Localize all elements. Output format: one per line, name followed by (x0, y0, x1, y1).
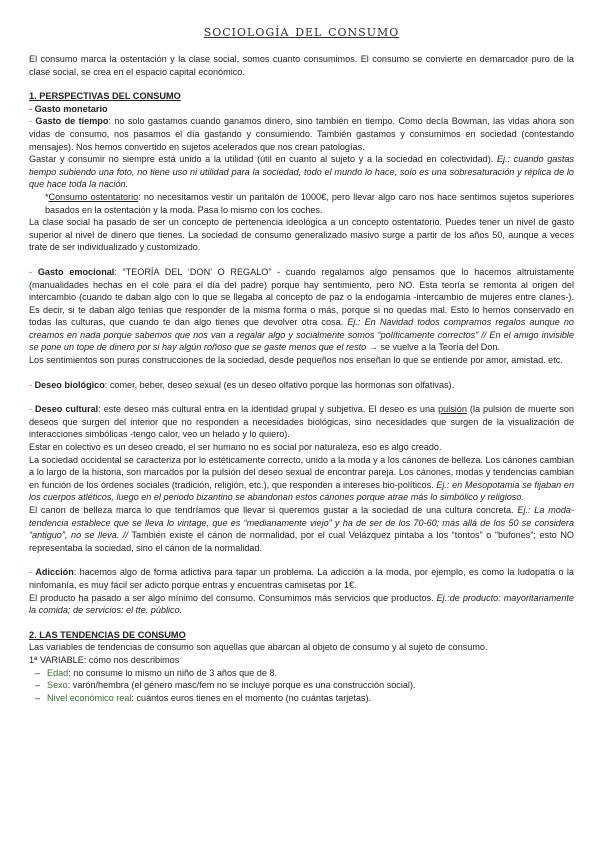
subheading-gasto-monetario: - Gasto monetario (29, 103, 108, 114)
paragraph-canon-belleza: El canon de belleza marca lo que tendríamos que llevar si queremos gustar a la sociedad de una cultura concreta. Ej.: La moda-tendencia establece que se lleva lo vintage, que es “medianamente viejo” y ha de ser de los 70-60; más allá de los 50 se considera “antiguo”, no se lleva. // También existe el cánon de normalidad, por el cual Velázquez pintaba a los “tontos” o “bufones”; esto NO representaba la sociedad, sino el cánon de la normalidad. (29, 505, 574, 553)
paragraph-gasto-tiempo: - Gasto de tiempo: no solo gastamos cuando ganamos dinero, sino también en tiempo. Como decía Bowman, las vidas ahora son vidas de consumo, nos pasamos el día gastando y consumiendo. También gastamos y consumimos en sociedad (contestando mensajes). Nos hemos convertido en sujetos acelerados que nos crean patologías. (29, 116, 574, 152)
paragraph-sociedad-occidental: La sociedad occidental se caracteriza por lo estéticamente correcto, unido a la moda y a los cánones de belleza. Los cánones cambian a lo largo de la historia, son marcados por la pulsión del deseo sexual de encontrar pareja. Los cánones, modas y tendencias cambian en función de los órdenes sociales (tradición, religión, etc.), que responden a intereses bio-políticos. Ej.: en Mesopotamia se fijaban en los cuerpos atléticos, luego en el periodo bizantino se abandonan estos cánones porque atrae más lo simbólico y religioso. (29, 454, 574, 503)
paragraph-adiccion: - Adicción: hacemos algo de forma adictiva para tapar un problema. La adicción a la moda, por ejemplo, es como la ludopatía o la ninfomanía, es muy fácil ser adicto porque entras y encuentras camisetas por 1€. (29, 567, 574, 590)
paragraph-utilidad: Gastar y consumir no siempre está unido a la utilidad (útil en cuanto al sujeto y a la sociedad en colectividad). Ej.: cuando gastas tiempo subiendo una foto, no tiene uso ni utilidad para la sociedad, todo el mundo lo hace, solo es una sobresaturación y réplica de lo que hace toda la nación. (29, 154, 574, 190)
document-page (29, 22, 574, 704)
page-title: sociología del consumo (203, 22, 400, 40)
paragraph-colectivo: Estar en colectivo es un deseo creado, el ser humano no es social por naturaleza, eso es algo creado. (29, 442, 442, 453)
paragraph-clase-social: La clase social ha pasado de ser un concepto de pertenencia ideológica a un concepto ostentatorio. Puedes tener un nivel de gasto superior al nivel de dinero que tienes. La sociedad de consumo generalizado masivo surge a partir de los años 50, aunque a veces trate de ser individualizado y customizado. (29, 217, 574, 253)
section-heading-2: 2. LAS TENDENCIAS DE CONSUMO (29, 629, 186, 640)
paragraph-gasto-emocional: - Gasto emocional: “TEORÍA DEL ‘DON’ O REGALO” - cuando regalamos algo pensamos que lo hacemos altruistamente (manualidades hechas en el cole para el día del padre) porque hay sentimiento, pero NO. Esta teoría se remonta al origen del intercambio (cuando te daban algo con lo que se llegaba al concepto de paz o la endogamia -intercambio de mujeres entre clanes-). Es decir, si te daban algo tenías que responder de la misma forma o más, porque si no quedas mal. Esto lo hemos conservado en todas las culturas, que cuando te dan algo tienes que devolver otra cosa. Ej.: En Navidad todos compramos regalos aunque no creamos en nada porque sabemos que nos van a regalar algo y socialmente somos “políticamente correctos” // En el amigo invisible se pone un tope de dinero por si hay algún roñoso que se gaste menos que el resto → se vuelve a la Teoría del Don. (29, 266, 575, 353)
paragraph-deseo-biologico: - Deseo biológico: comer, beber, deseo sexual (es un deseo olfativo porque las hormonas son olfativas). (29, 379, 455, 390)
paragraph-deseo-cultural: - Deseo cultural: este deseo más cultural entra en la identidad grupal y subjetiva. El deseo es una pulsión (la pulsión de muerte son deseos que surgen del interior que no responden a necesidades biológicas, sino necesidades que surgen de la visualización de interacciones simbólicas -tengo calor, veo un helado y lo quiero). (29, 404, 574, 440)
paragraph-tendencias-intro: Las variables de tendencias de consumo son aquellas que abarcan al objeto de consumo y al sujeto de consumo. (29, 642, 488, 653)
paragraph-variable-1: 1ª VARIABLE: cómo nos describimos (29, 654, 180, 665)
section-heading-1: 1. PERSPECTIVAS DEL CONSUMO (29, 91, 181, 102)
list-item-sexo: – Sexo: varón/hembra (el género masc/fem no se incluye porque es una construcción social). (29, 679, 574, 692)
list-item-nivel-economico: – Nivel económico real: cuántos euros tienes en el momento (no cuántas tarjetas). (29, 692, 574, 705)
intro-paragraph: El consumo marca la ostentación y la clase social, somos cuanto consumimos. El consumo se convierte en demarcador puro de la clase social, se crea en el espacio capital económico. (29, 54, 574, 77)
paragraph-consumo-ostentatorio: *Consumo ostentatorio: no necesitamos vestir un pantalón de 1000€, pero llevar algo caro nos hace sentimos sujetos superiores basados en la ostentación y la moda. Pasa lo mismo con los coches. (45, 191, 574, 215)
list-item-edad: – Edad: no consume lo mismo un niño de 3 años que de 8. (29, 667, 574, 680)
paragraph-sentimientos: Los sentimientos son puras construcciones de la sociedad, desde pequeños nos enseñan lo que se entiende por amor, amistad. etc. (29, 355, 563, 366)
paragraph-producto: El producto ha pasado a ser algo mínimo del consumo. Consumimos más servicios que productos. Ej.:de producto: mayoritariamente la comida; de servicios: el tte. público. (29, 592, 574, 616)
